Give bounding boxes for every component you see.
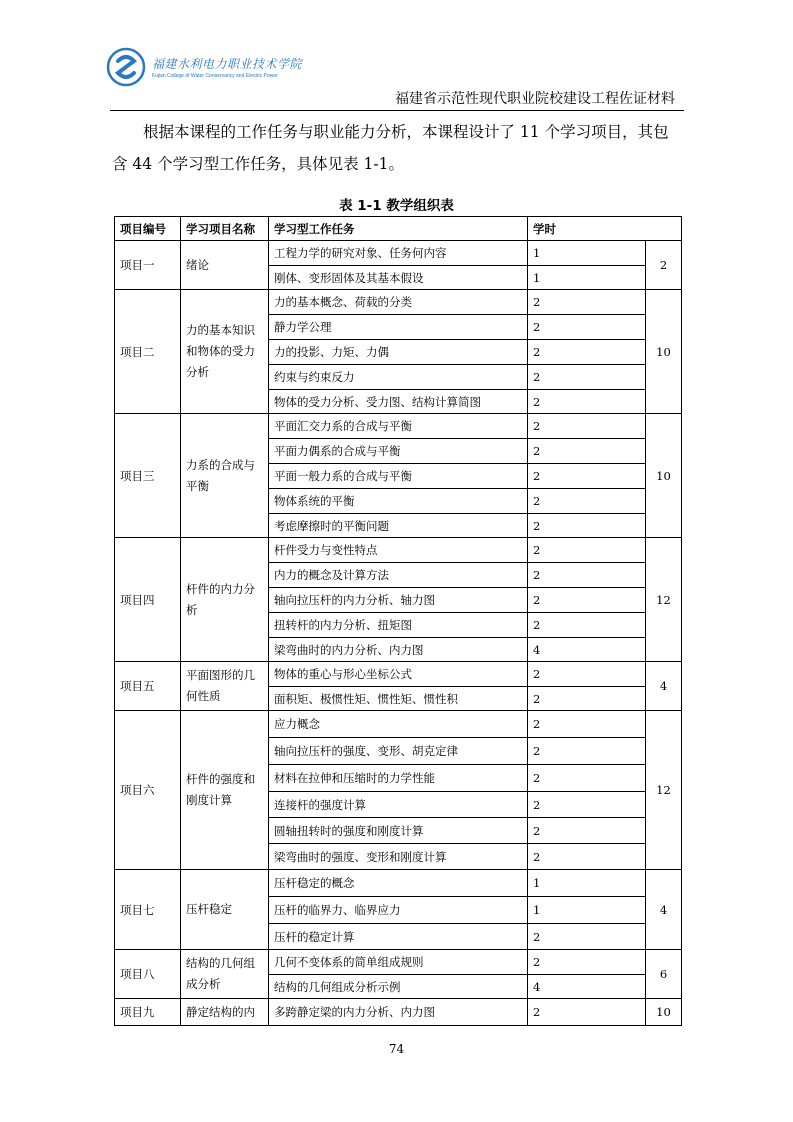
project-name: 力的基本知识和物体的受力分析 (181, 290, 269, 414)
task-name: 物体的受力分析、受力图、结构计算简图 (269, 390, 528, 414)
task-hours: 2 (528, 439, 646, 464)
project-name: 杆件的内力分析 (181, 538, 269, 662)
task-hours: 2 (528, 390, 646, 414)
task-hours: 4 (528, 638, 646, 662)
task-hours: 2 (528, 844, 646, 870)
task-name: 面积矩、极惯性矩、惯性矩、惯性积 (269, 687, 528, 711)
task-hours: 2 (528, 514, 646, 538)
project-code: 项目五 (115, 662, 181, 711)
project-code: 项目一 (115, 241, 181, 290)
project-name: 静定结构的内 (181, 999, 269, 1026)
task-name: 几何不变体系的简单组成规则 (269, 950, 528, 975)
table-row (115, 950, 682, 975)
task-name: 物体的重心与形心坐标公式 (269, 662, 528, 687)
project-total-hours: 6 (646, 950, 682, 999)
logo-chinese-name: 福建水利电力职业技术学院 (152, 57, 303, 71)
task-name: 扭转杆的内力分析、扭矩图 (269, 613, 528, 638)
project-code: 项目七 (115, 870, 181, 950)
table-row (115, 414, 682, 439)
task-hours: 2 (528, 563, 646, 588)
project-name: 结构的几何组成分析 (181, 950, 269, 999)
task-hours: 2 (528, 765, 646, 792)
task-name: 平面汇交力系的合成与平衡 (269, 414, 528, 439)
task-name: 平面力偶系的合成与平衡 (269, 439, 528, 464)
task-hours: 2 (528, 340, 646, 365)
task-name: 梁弯曲时的强度、变形和刚度计算 (269, 844, 528, 870)
college-logo (106, 44, 302, 90)
task-hours: 2 (528, 414, 646, 439)
project-name: 力系的合成与平衡 (181, 414, 269, 538)
task-hours: 2 (528, 489, 646, 514)
task-name: 多跨静定梁的内力分析、内力图 (269, 999, 528, 1026)
task-name: 杆件受力与变性特点 (269, 538, 528, 563)
logo-english-name: Fujian College of Water Conservancy and Electric Power (152, 73, 278, 79)
task-hours: 1 (528, 241, 646, 266)
page-number: 74 (388, 1042, 405, 1056)
project-total-hours: 10 (646, 290, 682, 414)
task-hours: 2 (528, 464, 646, 489)
task-hours: 2 (528, 662, 646, 687)
task-name: 轴向拉压杆的内力分析、轴力图 (269, 588, 528, 613)
task-hours: 2 (528, 999, 646, 1026)
task-name: 刚体、变形固体及其基本假设 (269, 266, 528, 290)
project-name: 绪论 (181, 241, 269, 290)
header-code: 项目编号 (115, 217, 181, 241)
project-total-hours: 4 (646, 870, 682, 950)
project-total-hours: 10 (646, 414, 682, 538)
task-hours: 1 (528, 266, 646, 290)
task-name: 结构的几何组成分析示例 (269, 975, 528, 999)
task-name: 应力概念 (269, 711, 528, 738)
task-hours: 2 (528, 818, 646, 844)
table-caption: 表 1-1 教学组织表 (339, 198, 454, 214)
header-task: 学习型工作任务 (269, 217, 528, 241)
header-divider (110, 110, 684, 111)
table-row (115, 870, 682, 897)
task-name: 平面一般力系的合成与平衡 (269, 464, 528, 489)
intro-paragraph: 根据本课程的工作任务与职业能力分析，本课程设计了 11 个学习项目，其包含 44 个学习型工作任务，具体见表 1-1。 (112, 123, 669, 173)
college-emblem-icon (106, 47, 146, 87)
task-name: 材料在拉伸和压缩时的力学性能 (269, 765, 528, 792)
project-code: 项目六 (115, 711, 181, 870)
header-title: 福建省示范性现代职业院校建设工程佐证材料 (395, 91, 675, 107)
table-row (115, 290, 682, 315)
task-hours: 2 (528, 315, 646, 340)
task-hours: 2 (528, 687, 646, 711)
task-hours: 1 (528, 897, 646, 924)
task-hours: 2 (528, 290, 646, 315)
project-code: 项目四 (115, 538, 181, 662)
table-row (115, 241, 682, 266)
project-name: 杆件的强度和刚度计算 (181, 711, 269, 870)
task-name: 连接杆的强度计算 (269, 792, 528, 818)
task-hours: 2 (528, 738, 646, 765)
task-name: 静力学公理 (269, 315, 528, 340)
table-header-row (115, 217, 682, 241)
task-name: 内力的概念及计算方法 (269, 563, 528, 588)
task-hours: 1 (528, 870, 646, 897)
project-name: 压杆稳定 (181, 870, 269, 950)
task-name: 工程力学的研究对象、任务何内容 (269, 241, 528, 266)
project-code: 项目九 (115, 999, 181, 1026)
header-project-name: 学习项目名称 (181, 217, 269, 241)
project-code: 项目三 (115, 414, 181, 538)
project-code: 项目八 (115, 950, 181, 999)
project-total-hours: 2 (646, 241, 682, 290)
task-hours: 4 (528, 975, 646, 999)
task-hours: 2 (528, 924, 646, 950)
task-hours: 2 (528, 711, 646, 738)
task-hours: 2 (528, 588, 646, 613)
project-code: 项目二 (115, 290, 181, 414)
task-name: 压杆的稳定计算 (269, 924, 528, 950)
project-total-hours: 12 (646, 711, 682, 870)
teaching-organization-table (114, 216, 682, 1026)
project-total-hours: 10 (646, 999, 682, 1026)
task-hours: 2 (528, 792, 646, 818)
task-name: 物体系统的平衡 (269, 489, 528, 514)
task-name: 压杆稳定的概念 (269, 870, 528, 897)
table-body (115, 241, 682, 1026)
task-hours: 2 (528, 538, 646, 563)
task-name: 约束与约束反力 (269, 365, 528, 390)
table-row (115, 538, 682, 563)
task-name: 考虑摩擦时的平衡问题 (269, 514, 528, 538)
task-name: 压杆的临界力、临界应力 (269, 897, 528, 924)
project-total-hours: 12 (646, 538, 682, 662)
table-row (115, 711, 682, 738)
task-hours: 2 (528, 950, 646, 975)
header-hours: 学时 (528, 217, 682, 241)
task-name: 力的基本概念、荷载的分类 (269, 290, 528, 315)
project-name: 平面图形的几何性质 (181, 662, 269, 711)
task-name: 轴向拉压杆的强度、变形、胡克定律 (269, 738, 528, 765)
task-name: 梁弯曲时的内力分析、内力图 (269, 638, 528, 662)
table-row (115, 999, 682, 1026)
task-hours: 2 (528, 613, 646, 638)
task-name: 圆轴扭转时的强度和刚度计算 (269, 818, 528, 844)
table-row (115, 662, 682, 687)
project-total-hours: 4 (646, 662, 682, 711)
task-name: 力的投影、力矩、力偶 (269, 340, 528, 365)
task-hours: 2 (528, 365, 646, 390)
